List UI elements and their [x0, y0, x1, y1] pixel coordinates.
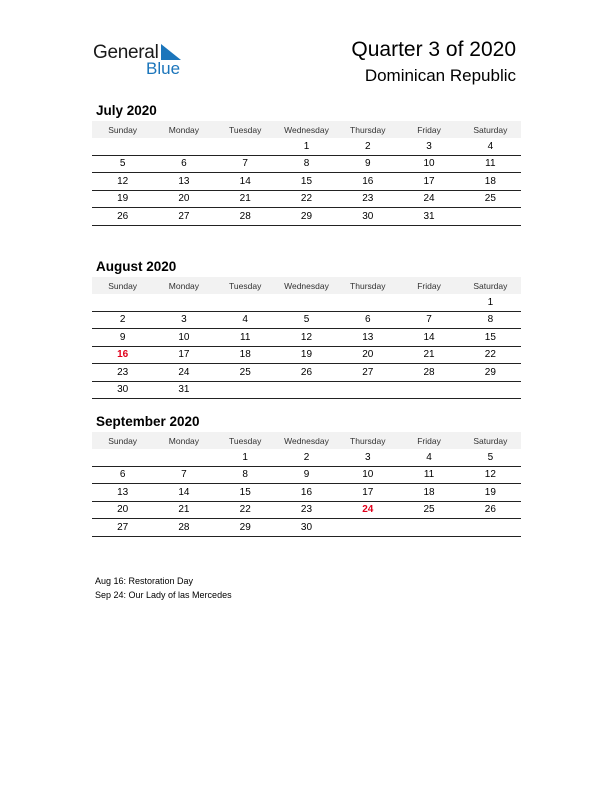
logo-flag-icon	[161, 44, 181, 60]
month-title: August 2020	[96, 259, 177, 274]
day-cell: 8	[276, 155, 337, 173]
page-title: Quarter 3 of 2020	[351, 38, 516, 61]
week-row	[92, 138, 521, 155]
day-cell: 30	[337, 208, 398, 226]
week-row	[92, 364, 521, 382]
day-cell: 2	[92, 311, 153, 329]
weekday-label: Monday	[153, 121, 214, 138]
month-july	[92, 101, 521, 226]
week-row	[92, 294, 521, 311]
day-cell: 22	[276, 190, 337, 208]
holiday-note: Sep 24: Our Lady of las Mercedes	[95, 590, 232, 600]
day-cell: 10	[153, 329, 214, 347]
week-row	[92, 519, 521, 537]
day-cell: 26	[460, 501, 521, 519]
day-cell: 31	[398, 208, 459, 226]
day-cell: 1	[460, 294, 521, 311]
day-cell: 17	[337, 484, 398, 502]
day-cell	[337, 519, 398, 537]
day-cell: 7	[153, 466, 214, 484]
day-cell: 11	[398, 466, 459, 484]
day-cell: 27	[337, 364, 398, 382]
day-cell: 4	[398, 449, 459, 466]
holiday-note: Aug 16: Restoration Day	[95, 576, 194, 586]
day-cell: 23	[337, 190, 398, 208]
day-cell: 14	[153, 484, 214, 502]
weekday-label: Monday	[153, 277, 214, 294]
week-row	[92, 173, 521, 191]
day-cell	[153, 449, 214, 466]
day-cell: 19	[276, 346, 337, 364]
weekday-label: Saturday	[460, 432, 521, 449]
day-cell: 30	[276, 519, 337, 537]
day-cell: 16	[276, 484, 337, 502]
day-cell: 18	[215, 346, 276, 364]
month-august	[92, 257, 521, 399]
day-cell	[460, 381, 521, 399]
day-cell: 4	[460, 138, 521, 155]
week-row	[92, 466, 521, 484]
day-cell: 20	[153, 190, 214, 208]
day-cell: 15	[460, 329, 521, 347]
day-cell: 13	[92, 484, 153, 502]
day-cell: 6	[153, 155, 214, 173]
day-cell	[398, 519, 459, 537]
day-cell: 9	[92, 329, 153, 347]
day-cell: 26	[92, 208, 153, 226]
holiday-notes	[95, 574, 232, 602]
day-cell	[153, 294, 214, 311]
weekday-label: Sunday	[92, 277, 153, 294]
day-cell: 22	[460, 346, 521, 364]
week-row	[92, 208, 521, 226]
day-cell: 7	[215, 155, 276, 173]
day-cell: 6	[337, 311, 398, 329]
weekday-label: Tuesday	[215, 432, 276, 449]
weekday-label: Thursday	[337, 432, 398, 449]
day-cell: 7	[398, 311, 459, 329]
day-cell: 16	[337, 173, 398, 191]
day-cell: 5	[276, 311, 337, 329]
day-cell	[92, 449, 153, 466]
week-row	[92, 346, 521, 364]
day-cell	[337, 294, 398, 311]
day-cell: 12	[276, 329, 337, 347]
day-cell: 3	[398, 138, 459, 155]
month-title: September 2020	[96, 414, 200, 429]
day-cell: 5	[460, 449, 521, 466]
day-cell: 2	[276, 449, 337, 466]
day-cell: 8	[460, 311, 521, 329]
weekday-label: Wednesday	[276, 277, 337, 294]
day-cell: 21	[153, 501, 214, 519]
day-cell: 3	[337, 449, 398, 466]
day-cell: 25	[215, 364, 276, 382]
weekday-label: Friday	[398, 121, 459, 138]
day-cell: 11	[215, 329, 276, 347]
week-row	[92, 155, 521, 173]
day-cell: 19	[92, 190, 153, 208]
day-cell: 30	[92, 381, 153, 399]
day-cell: 27	[153, 208, 214, 226]
day-cell: 10	[398, 155, 459, 173]
day-cell	[215, 381, 276, 399]
week-row	[92, 501, 521, 519]
day-cell: 20	[337, 346, 398, 364]
weekday-label: Thursday	[337, 277, 398, 294]
day-cell: 18	[460, 173, 521, 191]
day-cell: 29	[460, 364, 521, 382]
day-cell: 23	[276, 501, 337, 519]
day-cell: 28	[398, 364, 459, 382]
weekday-label: Sunday	[92, 432, 153, 449]
weekday-label: Thursday	[337, 121, 398, 138]
day-cell: 24	[153, 364, 214, 382]
day-cell	[215, 294, 276, 311]
weekday-label: Wednesday	[276, 121, 337, 138]
day-cell: 4	[215, 311, 276, 329]
calendar-grid	[92, 121, 521, 226]
day-cell	[92, 138, 153, 155]
day-cell: 23	[92, 364, 153, 382]
weekday-label: Friday	[398, 432, 459, 449]
day-cell: 5	[92, 155, 153, 173]
weekday-header-row	[92, 121, 521, 138]
day-cell: 27	[92, 519, 153, 537]
day-cell: 29	[276, 208, 337, 226]
week-row	[92, 381, 521, 399]
day-cell: 15	[276, 173, 337, 191]
day-cell	[337, 381, 398, 399]
week-row	[92, 449, 521, 466]
day-cell	[276, 294, 337, 311]
day-cell	[276, 381, 337, 399]
weekday-label: Tuesday	[215, 277, 276, 294]
day-cell: 29	[215, 519, 276, 537]
day-cell: 8	[215, 466, 276, 484]
day-cell: 20	[92, 501, 153, 519]
week-row	[92, 329, 521, 347]
day-cell: 16	[92, 346, 153, 364]
day-cell: 13	[153, 173, 214, 191]
weekday-label: Saturday	[460, 277, 521, 294]
week-row	[92, 311, 521, 329]
calendar-grid	[92, 277, 521, 399]
day-cell: 15	[215, 484, 276, 502]
day-cell: 2	[337, 138, 398, 155]
day-cell: 17	[153, 346, 214, 364]
day-cell: 11	[460, 155, 521, 173]
day-cell: 10	[337, 466, 398, 484]
day-cell: 17	[398, 173, 459, 191]
day-cell	[398, 381, 459, 399]
day-cell: 9	[337, 155, 398, 173]
general-blue-logo	[93, 42, 193, 78]
day-cell: 12	[92, 173, 153, 191]
day-cell: 25	[398, 501, 459, 519]
day-cell	[398, 294, 459, 311]
day-cell	[460, 519, 521, 537]
day-cell: 3	[153, 311, 214, 329]
day-cell: 14	[398, 329, 459, 347]
day-cell: 12	[460, 466, 521, 484]
day-cell: 13	[337, 329, 398, 347]
day-cell: 19	[460, 484, 521, 502]
weekday-label: Saturday	[460, 121, 521, 138]
day-cell: 18	[398, 484, 459, 502]
day-cell	[153, 138, 214, 155]
day-cell: 24	[398, 190, 459, 208]
weekday-label: Tuesday	[215, 121, 276, 138]
day-cell: 9	[276, 466, 337, 484]
day-cell: 21	[215, 190, 276, 208]
weekday-label: Wednesday	[276, 432, 337, 449]
day-cell: 21	[398, 346, 459, 364]
day-cell: 25	[460, 190, 521, 208]
day-cell: 1	[276, 138, 337, 155]
weekday-label: Monday	[153, 432, 214, 449]
week-row	[92, 190, 521, 208]
day-cell	[460, 208, 521, 226]
logo-text-blue: Blue	[146, 59, 181, 78]
month-title: July 2020	[96, 103, 157, 118]
day-cell: 22	[215, 501, 276, 519]
day-cell: 24	[337, 501, 398, 519]
logo-text-general: General	[93, 42, 159, 63]
day-cell: 28	[215, 208, 276, 226]
day-cell: 6	[92, 466, 153, 484]
weekday-label: Sunday	[92, 121, 153, 138]
month-september	[92, 412, 521, 537]
day-cell: 31	[153, 381, 214, 399]
weekday-header-row	[92, 432, 521, 449]
calendar-grid	[92, 432, 521, 537]
day-cell: 1	[215, 449, 276, 466]
country-name: Dominican Republic	[364, 66, 516, 85]
day-cell: 28	[153, 519, 214, 537]
week-row	[92, 484, 521, 502]
day-cell: 26	[276, 364, 337, 382]
weekday-header-row	[92, 277, 521, 294]
day-cell: 14	[215, 173, 276, 191]
weekday-label: Friday	[398, 277, 459, 294]
day-cell	[215, 138, 276, 155]
day-cell	[92, 294, 153, 311]
